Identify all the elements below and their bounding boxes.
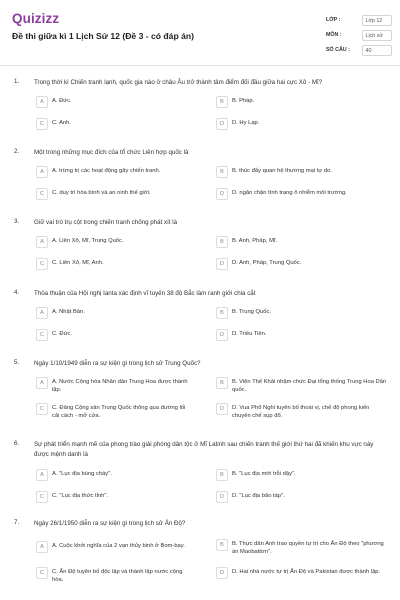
question-text: Một trong những mục đích của tổ chức Liên hợp quốc là [34, 149, 189, 156]
option-text: D. Triều Tiên. [232, 331, 267, 338]
option-a[interactable] [36, 307, 194, 319]
option-c[interactable] [36, 329, 194, 341]
option-text: D. Hy Lạp. [232, 120, 260, 127]
option-d[interactable] [216, 403, 388, 420]
option-b[interactable] [216, 166, 388, 178]
option-letter-b: B [216, 166, 228, 178]
option-letter-d: D [216, 567, 228, 579]
question-text: Ngày 26/1/1950 diễn ra sự kiện gì trong lịch sử Ấn Độ? [34, 520, 186, 527]
question-number: 4. [14, 289, 20, 296]
option-text: D. "Lục địa bão táp". [232, 493, 285, 500]
option-a[interactable] [36, 96, 194, 108]
option-text: C. "Lục địa thức tỉnh". [52, 493, 109, 500]
option-b[interactable] [216, 307, 388, 319]
option-text: B. Thực dân Anh trao quyền tự trị cho Ấn Độ theo "phương án Maobattơn". [232, 541, 384, 555]
question-number: 1. [14, 78, 20, 85]
option-text: A. trừng trị các hoạt động gây chiến tranh. [52, 168, 161, 175]
option-text: B. Viên Thế Khải nhậm chức Đại tổng thống Trung Hoa Dân quốc. [232, 379, 387, 393]
question-text: Giữ vai trò trụ cột trong chiến tranh chống phát xít là [34, 219, 178, 226]
option-letter-b: B [216, 539, 228, 551]
option-d[interactable] [216, 329, 388, 341]
question-number: 7. [14, 519, 20, 526]
option-text: A. Đức. [52, 98, 72, 105]
option-text: A. Cuộc khởi nghĩa của 2 vạn thủy binh ở Bom-bay. [52, 543, 185, 550]
option-text: C. Ấn Độ tuyên bố độc lập và thành lập nước cộng hòa. [52, 569, 183, 583]
option-text: D. ngăn chặn tình trạng ô nhiễm môi trường. [232, 190, 347, 197]
meta-row-class [326, 15, 392, 29]
option-c[interactable] [36, 567, 194, 584]
option-text: B. Trung Quốc. [232, 309, 271, 316]
option-text: C. Đảng Cộng sản Trung Quốc thông qua đường lối cải cách - mở cửa. [52, 405, 186, 419]
option-d[interactable] [216, 118, 388, 130]
document-title: Đề thi giữa kì 1 Lịch Sử 12 (Đề 3 - có đáp án) [12, 31, 194, 41]
option-d[interactable] [216, 258, 388, 270]
option-letter-d: D [216, 118, 228, 130]
option-text: C. Liên Xô, Mĩ, Anh. [52, 260, 104, 267]
option-text: A. Liên Xô, Mĩ, Trung Quốc. [52, 238, 124, 245]
header [0, 0, 400, 64]
meta-row-subject [326, 30, 392, 44]
option-letter-a: A [36, 166, 48, 178]
option-text: D. Hai nhà nước tự trị Ấn Độ và Pakixtan được thành lập. [232, 569, 381, 576]
option-letter-c: C [36, 258, 48, 270]
question-number: 2. [14, 148, 20, 155]
option-letter-b: B [216, 307, 228, 319]
option-b[interactable] [216, 377, 388, 394]
option-letter-d: D [216, 258, 228, 270]
option-text: D. Vua Phổ Nghi tuyên bố thoái vị, chế độ phong kiến chuyên chế sụp đổ. [232, 405, 370, 419]
option-d[interactable] [216, 491, 388, 503]
option-letter-a: A [36, 307, 48, 319]
option-text: C. duy trì hòa bình và an ninh thế giới. [52, 190, 151, 197]
question-number: 3. [14, 218, 20, 225]
option-a[interactable] [36, 469, 194, 481]
option-a[interactable] [36, 377, 194, 394]
meta-value-subject: Lịch sử [362, 30, 392, 41]
option-letter-b: B [216, 377, 228, 389]
meta-label-count: SỐ CÂU : [326, 47, 350, 53]
option-text: A. Nước Cộng hòa Nhân dân Trung Hoa được thành lập. [52, 379, 188, 393]
option-letter-b: B [216, 469, 228, 481]
option-c[interactable] [36, 258, 194, 270]
question-text: Sự phát triển mạnh mẽ của phong trào giải phóng dân tộc ở Mĩ Latinh sau chiến tranh thế giới thứ hai đã khiến khu vực này được mệnh danh là [34, 441, 374, 458]
quizizz-logo[interactable]: Quizizz [12, 11, 60, 26]
meta-label-subject: MÔN : [326, 32, 342, 38]
meta-value-count: 40 [362, 45, 392, 56]
option-text: C. Anh. [52, 120, 72, 127]
option-letter-b: B [216, 236, 228, 248]
option-b[interactable] [216, 469, 388, 481]
option-letter-c: C [36, 188, 48, 200]
meta-value-class: Lớp 12 [362, 15, 392, 26]
question-text: Thỏa thuận của Hội nghị Ianta xác định vĩ tuyến 38 độ Bắc làm ranh giới chia cắt [34, 290, 256, 297]
option-d[interactable] [216, 188, 388, 200]
option-text: B. Pháp. [232, 98, 255, 105]
option-b[interactable] [216, 236, 388, 248]
option-d[interactable] [216, 567, 388, 579]
option-letter-a: A [36, 541, 48, 553]
option-letter-c: C [36, 491, 48, 503]
question-text: Ngày 1/10/1949 diễn ra sự kiện gì trong lịch sử Trung Quốc? [34, 360, 201, 367]
meta-row-count [326, 45, 392, 59]
header-divider [0, 65, 400, 66]
question-text: Trong thời kì Chiến tranh lạnh, quốc gia nào ở châu Âu trở thành tâm điểm đối đầu giữa hai cực Xô - Mĩ? [34, 79, 323, 86]
option-text: B. "Lục địa mới trỗi dậy". [232, 471, 296, 478]
option-b[interactable] [216, 96, 388, 108]
option-letter-a: A [36, 377, 48, 389]
question-number: 6. [14, 440, 20, 447]
option-text: B. Anh, Pháp, Mĩ. [232, 238, 278, 245]
option-letter-c: C [36, 403, 48, 415]
option-letter-c: C [36, 329, 48, 341]
option-letter-a: A [36, 236, 48, 248]
option-text: A. "Lục địa bùng cháy". [52, 471, 112, 478]
option-letter-c: C [36, 118, 48, 130]
meta-label-class: LỚP : [326, 17, 341, 23]
option-b[interactable] [216, 539, 388, 556]
option-letter-d: D [216, 188, 228, 200]
option-letter-d: D [216, 329, 228, 341]
option-text: D. Anh, Pháp, Trung Quốc. [232, 260, 302, 267]
option-c[interactable] [36, 491, 194, 503]
option-a[interactable] [36, 166, 194, 178]
option-a[interactable] [36, 541, 194, 553]
option-letter-b: B [216, 96, 228, 108]
option-c[interactable] [36, 403, 194, 420]
option-c[interactable] [36, 188, 194, 200]
option-c[interactable] [36, 118, 194, 130]
option-text: B. thúc đẩy quan hệ thương mại tự do. [232, 168, 332, 175]
question-number: 5. [14, 359, 20, 366]
option-letter-a: A [36, 469, 48, 481]
option-text: C. Đức. [52, 331, 72, 338]
option-letter-d: D [216, 491, 228, 503]
option-letter-a: A [36, 96, 48, 108]
option-letter-c: C [36, 567, 48, 579]
option-letter-d: D [216, 403, 228, 415]
option-a[interactable] [36, 236, 194, 248]
option-text: A. Nhật Bản. [52, 309, 85, 316]
